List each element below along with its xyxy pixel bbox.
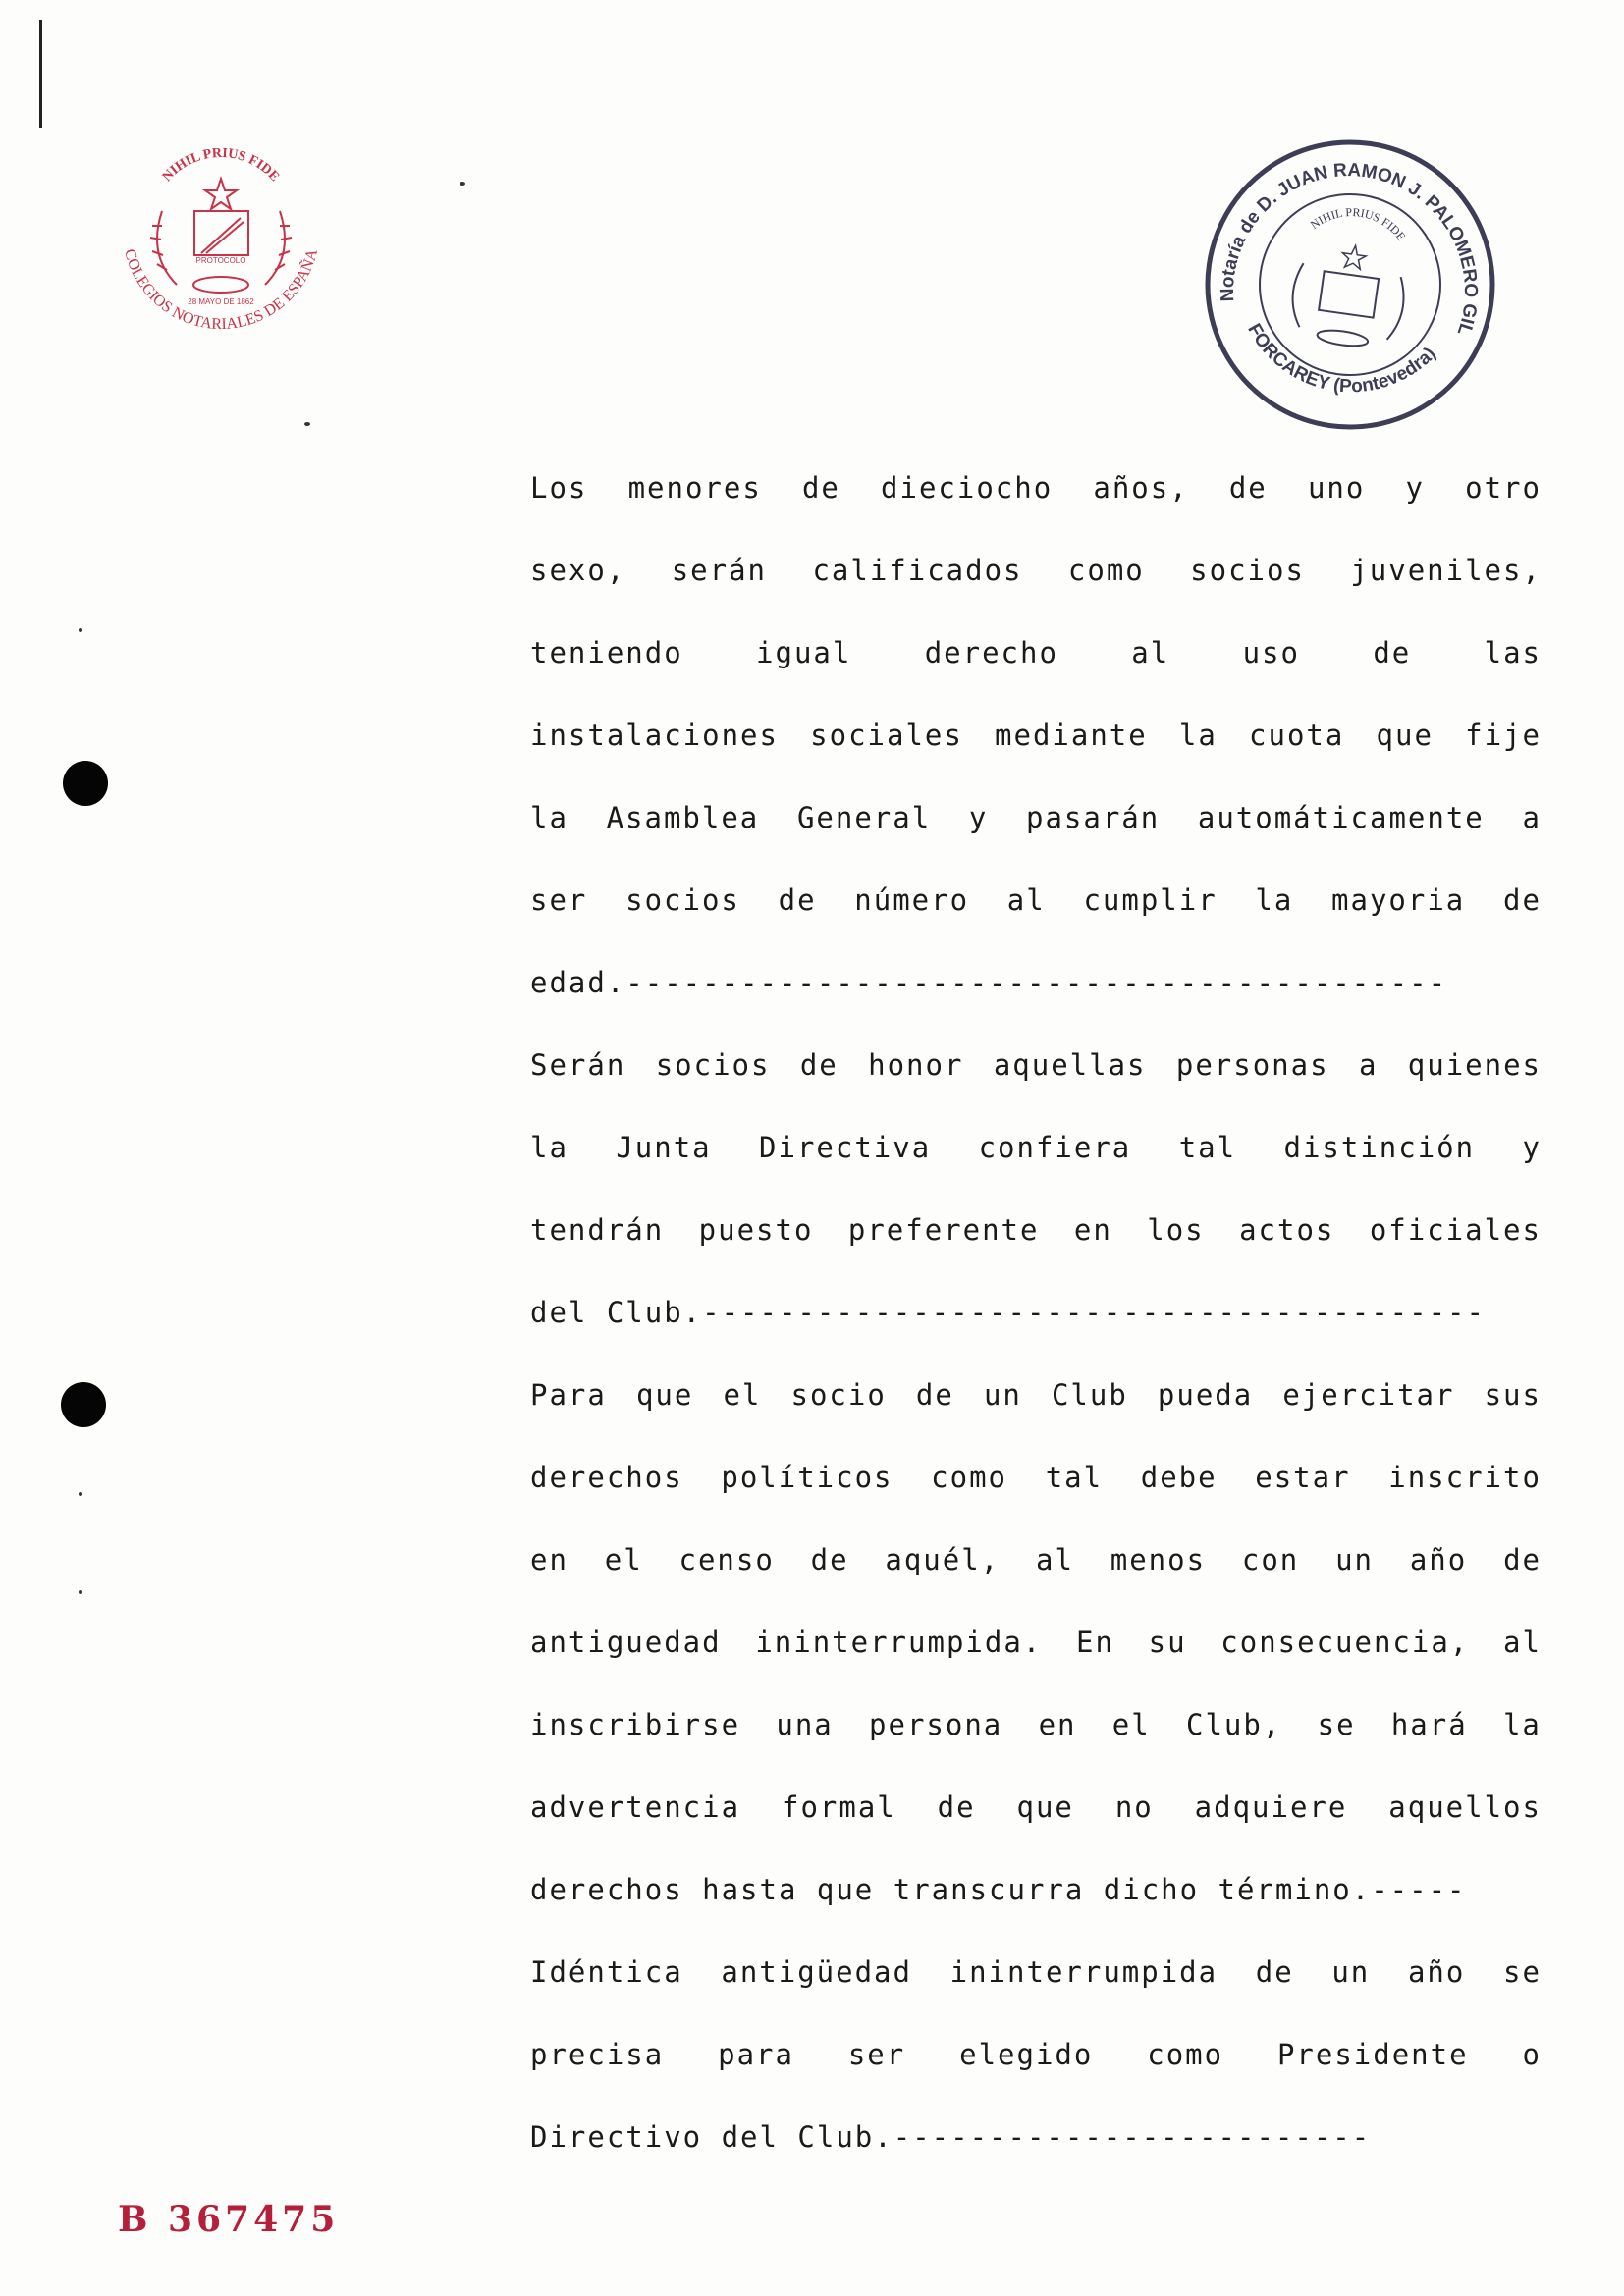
body-line: la Asamblea General y pasarán automáticamente a <box>530 801 1542 834</box>
colegios-notariales-seal <box>108 137 334 334</box>
svg-text:Notaría de D. JUAN RAMON J. PA: Notaría de D. JUAN RAMON J. PALOMERO GIL <box>1217 160 1482 339</box>
svg-text:NIHIL PRIUS FIDE: NIHIL PRIUS FIDE <box>159 145 283 186</box>
body-line: precisa para ser elegido como Presidente o <box>530 2038 1542 2071</box>
document-body <box>530 447 1542 2178</box>
ink-speck <box>460 182 465 186</box>
punch-hole-top <box>63 761 108 806</box>
svg-text:28 MAYO DE 1862: 28 MAYO DE 1862 <box>188 297 254 306</box>
body-line: antiguedad ininterrumpida. En su consecuencia, al <box>530 1626 1542 1659</box>
serial-number: B 367475 <box>118 2199 340 2240</box>
body-line: Para que el socio de un Club pueda ejercitar sus <box>530 1378 1542 1412</box>
punch-hole-bottom <box>61 1382 106 1427</box>
body-line: derechos hasta que transcurra dicho término.----- <box>530 1873 1467 1906</box>
ink-speck <box>79 628 82 632</box>
body-line: edad.------------------------------------------- <box>530 966 1448 999</box>
svg-text:COLEGIOS NOTARIALES DE ESPAÑA: COLEGIOS NOTARIALES DE ESPAÑA <box>121 246 321 334</box>
svg-text:FORCAREY (Pontevedra): FORCAREY (Pontevedra) <box>1243 320 1440 398</box>
body-line: ser socios de número al cumplir la mayoria de <box>530 883 1542 917</box>
body-line: Serán socios de honor aquellas personas a quienes <box>530 1048 1542 1082</box>
body-line: teniendo igual derecho al uso de las <box>530 636 1542 669</box>
notary-stamp <box>1184 119 1517 452</box>
body-line: tendrán puesto preferente en los actos oficiales <box>530 1213 1542 1247</box>
body-line: inscribirse una persona en el Club, se hará la <box>530 1708 1542 1741</box>
body-line: advertencia formal de que no adquiere aquellos <box>530 1790 1542 1824</box>
binding-mark <box>39 20 42 128</box>
ink-speck <box>79 1492 82 1496</box>
ink-speck <box>304 422 310 426</box>
svg-text:PROTOCOLO: PROTOCOLO <box>195 256 246 265</box>
star-icon <box>205 179 237 209</box>
ink-speck <box>79 1590 82 1594</box>
body-line: en el censo de aquél, al menos con un año de <box>530 1543 1542 1576</box>
svg-text:NIHIL PRIUS FIDE: NIHIL PRIUS FIDE <box>1307 205 1409 243</box>
body-line: Idéntica antigüedad ininterrumpida de un año se <box>530 1955 1542 1989</box>
body-line: del Club.----------------------------------------- <box>530 1296 1486 1329</box>
body-line: Directivo del Club.------------------------- <box>530 2120 1372 2154</box>
body-line: instalaciones sociales mediante la cuota que fije <box>530 719 1542 752</box>
body-line: la Junta Directiva confiera tal distinción y <box>530 1131 1542 1164</box>
body-line: Los menores de dieciocho años, de uno y otro <box>530 471 1542 505</box>
body-line: sexo, serán calificados como socios juveniles, <box>530 554 1542 587</box>
body-line: derechos políticos como tal debe estar inscrito <box>530 1461 1542 1494</box>
